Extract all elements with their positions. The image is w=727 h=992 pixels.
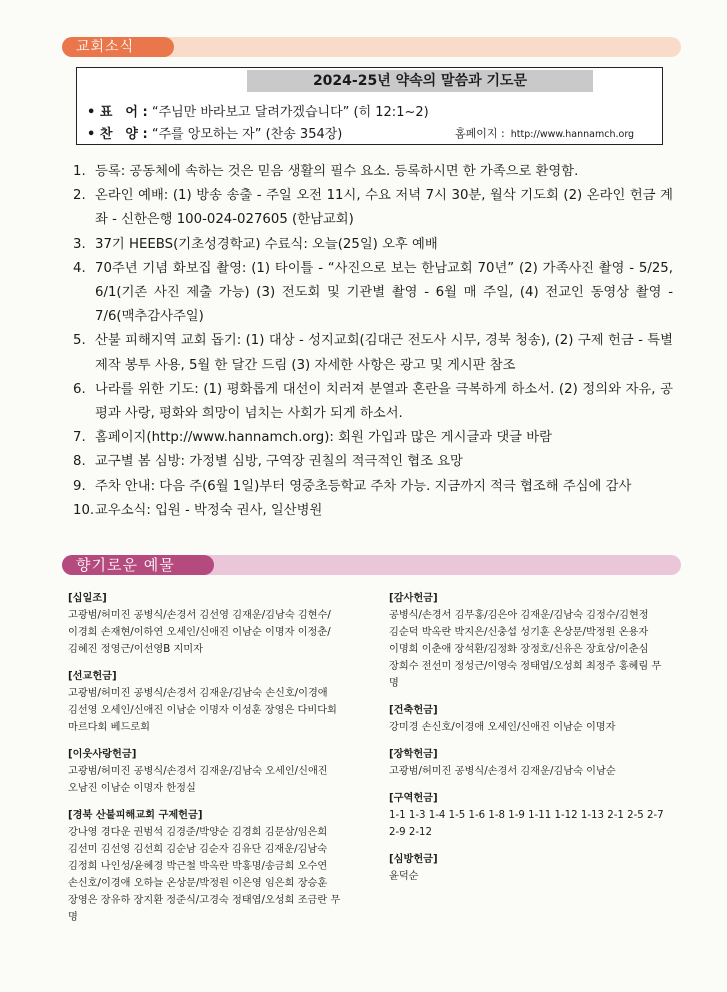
offering-names: 고광범/허미진 공병식/손경서 김재운/김남숙 이남순 (389, 766, 616, 777)
offering-title: [이웃사랑헌금] (68, 749, 137, 760)
offering-names: 1-1 1-3 1-4 1-5 1-6 1-8 1-9 1-11 1-12 1-13 2-1 2-5 2-7 2-9 2-12 (389, 810, 664, 838)
news-number: 4. (73, 260, 86, 276)
offering-title: [장학헌금] (389, 749, 438, 760)
news-text: 나라를 위한 기도: (1) 평화롭게 대선이 치러져 분열과 혼란을 극복하게 하소서. (2) 정의와 자유, 공평과 사랑, 평화와 희망이 넘치는 사회가 되게 하소서. (95, 381, 673, 422)
news-text: 등록: 공동체에 속하는 것은 믿음 생활의 필수 요소. 등록하시면 한 가족으로 환영함. (95, 164, 579, 179)
news-item (73, 160, 673, 184)
news-text: 주차 안내: 다음 주(6월 1일)부터 영중초등학교 주차 가능. 지금까지 적극 협조해 주심에 감사 (95, 478, 632, 494)
news-number: 6. (73, 381, 86, 397)
offering-title: [십일조] (68, 593, 107, 604)
offering-group (68, 746, 358, 797)
offerings-section-label: 향기로운 예물 (62, 555, 214, 575)
news-number: 3. (73, 236, 86, 252)
news-text: 37기 HEEBS(기초성경학교) 수료식: 오늘(25일) 오후 예배 (95, 236, 438, 252)
offering-title: [건축헌금] (389, 705, 438, 716)
offering-names: 윤덕순 (389, 871, 419, 882)
offering-names: 공병식/손경서 김무홍/김은아 김재운/김남숙 김정수/김현정 김순덕 박옥란 박지은/신충섭 성기훈 온상문/박정원 온용자 이명희 이춘애 장석환/김정화 장정호/신유은 장효상/이춘심 장희수 전선미 정성근/이영숙 정태엽/오성희 최정주 홍혜림 무 명 (389, 610, 672, 689)
offering-group (68, 590, 358, 658)
news-number: 9. (73, 478, 86, 494)
offering-title: [경북 산불피해교회 구제헌금] (68, 810, 203, 821)
news-number: 2. (73, 188, 86, 204)
homepage (455, 125, 634, 141)
news-item (73, 499, 673, 523)
news-text: 교구별 봄 심방: 가정별 심방, 구역장 권칠의 적극적인 협조 요망 (95, 454, 463, 470)
offering-group (389, 590, 672, 692)
offering-names: 고광범/허미진 공병식/손경서 김재운/김남숙 오세인/신애진 오남진 이남순 이명자 한정실 (68, 766, 328, 794)
offering-group (68, 668, 358, 736)
news-number: 5. (73, 333, 86, 349)
offering-names: 강나영 경다운 권범석 김경준/박양순 김경희 김문삼/임은희 김선미 김선영 김선희 김순남 김순자 김유단 김재운/김남숙 김정희 나인성/윤혜경 박근철 박옥란 박홍명/송금희 오수연 손신호/이경애 오하늘 온상문/박정원 이은영 임은희 장승훈 장영은 장유하 장지환 정준식/고경숙 정태엽/오성희 조금란 무 명 (68, 827, 351, 923)
news-list (73, 160, 673, 523)
news-item (73, 426, 673, 450)
homepage-label: 홈페이지 : (455, 127, 505, 140)
news-text: 교우소식: 입원 - 박정숙 권사, 일산병원 (95, 502, 323, 518)
news-number: 10. (73, 502, 95, 518)
offerings-right-column (389, 590, 672, 895)
offering-group (389, 790, 669, 841)
offerings-left-column (68, 590, 358, 936)
verse-box (76, 67, 663, 145)
news-text: 70주년 기념 화보집 촬영: (1) 타이틀 - “사진으로 보는 한남교회 70년” (2) 가족사진 촬영 - 5/25, 6/1(기존 사진 제출 가능) (3) 전도회 및 기관별 촬영 - 6월 매 주일, (4) 전교인 동영상 촬영 - 7/6(맥추감사주일) (95, 260, 673, 325)
homepage-url[interactable]: http://www.hannamch.org (510, 129, 635, 140)
verse-title: 2024-25년 약속의 말씀과 기도문 (247, 70, 593, 92)
offering-names: 고광범/허미진 공병식/손경서 김재운/김남숙 손신호/이경애 김선영 오세인/신애진 이남순 이명자 이성훈 장영은 다비다회 마르다회 베드로회 (68, 688, 337, 733)
offering-names: 고광범/허미진 공병식/손경서 김선영 김재운/김남숙 김현수/이경희 손재현/이하연 오세인/신애진 이남순 이명자 이정춘/김혜진 정영근/이선영B 지미자 (68, 610, 331, 655)
news-item (73, 184, 673, 232)
motto-label: • 표 어 : (87, 105, 148, 120)
offering-group (389, 746, 669, 780)
offerings-section-bar (62, 555, 681, 575)
motto-text: “주님만 바라보고 달려가겠습니다” (히 12:1~2) (151, 105, 429, 120)
motto-line (87, 101, 429, 120)
offering-group (389, 702, 669, 736)
news-text: 산불 피해지역 교회 돕기: (1) 대상 - 성지교회(김대근 전도사 시무, 경북 청송), (2) 구제 헌금 - 특별 제작 봉투 사용, 5월 한 달간 드림 (3) 자세한 사항은 광고 및 게시판 참조 (95, 333, 673, 373)
news-item (73, 378, 673, 426)
news-section-bar (62, 37, 681, 57)
news-item (73, 450, 673, 474)
news-item (73, 329, 673, 377)
offering-group (389, 851, 669, 885)
news-item (73, 257, 673, 330)
news-item (73, 233, 673, 257)
news-item (73, 475, 673, 499)
hymn-line (87, 123, 342, 142)
news-text: 온라인 예배: (1) 방송 송출 - 주일 오전 11시, 수요 저녁 7시 30분, 월삭 기도회 (2) 온라인 헌금 계좌 - 신한은행 100-024-027605 (한남교회) (95, 188, 673, 228)
offering-title: [선교헌금] (68, 671, 117, 682)
hymn-text: “주를 앙모하는 자” (찬송 354장) (151, 127, 343, 142)
offering-names: 강미경 손신호/이경애 오세인/신애진 이남순 이명자 (389, 722, 616, 733)
offering-title: [심방헌금] (389, 854, 438, 865)
offering-title: [감사헌금] (389, 593, 438, 604)
offering-group (68, 807, 358, 926)
news-number: 7. (73, 430, 86, 446)
hymn-label: • 찬 양 : (87, 127, 148, 142)
news-text: 홈페이지(http://www.hannamch.org): 회원 가입과 많은 게시글과 댓글 바람 (95, 430, 552, 446)
offering-title: [구역헌금] (389, 793, 438, 804)
news-section-label: 교회소식 (62, 37, 174, 57)
news-number: 8. (73, 454, 86, 470)
news-number: 1. (73, 164, 86, 179)
